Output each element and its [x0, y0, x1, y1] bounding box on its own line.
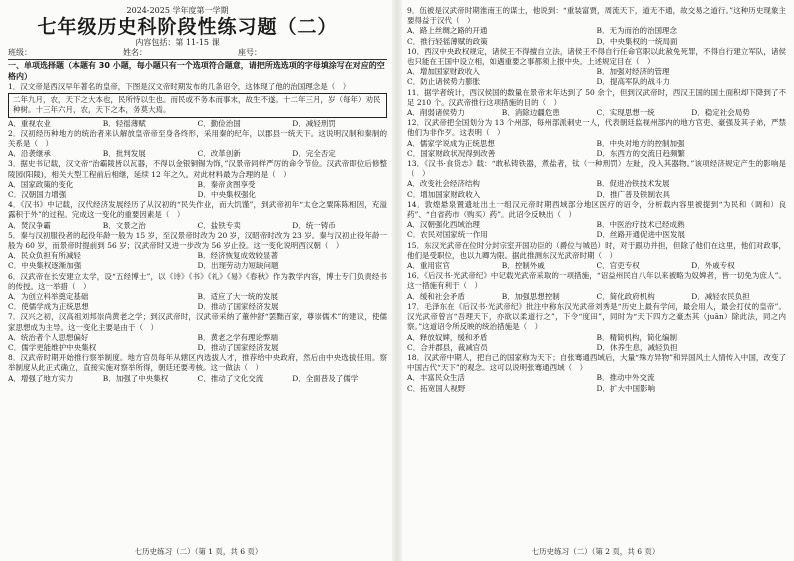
answer-options: [8, 221, 387, 231]
answer-option[interactable]: D．稳定社会局势: [691, 108, 750, 118]
answer-options: [8, 180, 387, 200]
answer-option[interactable]: A．重用宦官: [407, 261, 450, 271]
answer-options: [8, 119, 387, 129]
answer-option[interactable]: A．国家政策的变化: [8, 179, 74, 189]
answer-option[interactable]: A．增强了地方实力: [8, 373, 74, 383]
answer-option[interactable]: D．统一铸币: [292, 220, 336, 230]
answer-option[interactable]: D．减轻农民负担: [691, 291, 750, 301]
question-stem: 3．据史书记载，汉文帝“治霸陵皆以瓦器，不得以金银铜锡为饰，”汉景帝同样严厉的命令节俭。汉武帝即位后修整陵园(阳陵)，相关大型工程前后相继，延续 12 年之久。对此材料最为合理的是（ ）: [8, 159, 387, 179]
question-stem: 14．敦煌悬泉置遗址出土一组汉元帝时期西域部分地区医疗的诏令，分析载内容里被提到“为民和（调和）良药”、“自省药市（购买）药”。此诏令反映出（ ）: [407, 199, 786, 220]
answer-option[interactable]: B．中医治疗技术已经成熟: [596, 220, 685, 230]
answer-option[interactable]: D．中央集权的一统局面: [596, 36, 678, 46]
question-stem: 5．秦与汉初服役者的起役年龄一般为 15 岁，至汉景帝时改为 20 岁，汉昭帝时改为 23 岁。秦与汉初止役年龄一般为 60 岁，而景帝时提前到 56 岁；汉武帝时又进一步改为 56 岁止役。这一变化说明西汉朝（ ）: [8, 230, 387, 251]
answer-option[interactable]: C．儒学更能维护中央集权: [8, 343, 97, 353]
answer-option[interactable]: B．精简机构，简化编制: [596, 332, 678, 342]
answer-option[interactable]: A．增加国家财政收入: [407, 67, 480, 77]
answer-options: [407, 292, 786, 302]
answer-option[interactable]: D．东西方的交流日趋频繁: [596, 148, 686, 158]
answer-options: [407, 333, 786, 353]
question-stem: 9．伍被是汉武帝时期淮南王的谋士，他说到：“重装富贾，周流天下，道无不通，故交易之道行。”这种历史现象主要得益于汉代（ ）: [407, 6, 786, 26]
page-title: 七年级历史科阶段性练习题（二）: [37, 16, 338, 38]
answer-option[interactable]: C．防止诸侯势力膨胀: [407, 77, 481, 87]
answer-option[interactable]: D．出现劳动力短缺问题: [197, 261, 279, 271]
answer-option[interactable]: A．民众负担有所减轻: [8, 251, 81, 261]
school-year: 2024-2025 学年度第一学期: [126, 6, 229, 15]
answer-options: [8, 251, 387, 271]
question-stem: 8．汉武帝时期开始推行察举制度。地方官员每年从辖区内选拔人才，推荐给中央政府，然后由中央选拔任用。察举制度从此正式确立，直接实施对察举所得，朝廷还要考核。这一做法（ ）: [8, 353, 387, 373]
seat-field[interactable]: 座号：: [238, 48, 262, 57]
name-field[interactable]: 姓名：: [123, 48, 147, 57]
question-stem: 16．《后汉书·光武帝纪》中记载光武帝采取的一项措施，“诏益州民自八年以来被略为奴婢者，皆一切免为庶人”。这一措施有利于（ ）: [407, 271, 786, 291]
answer-option[interactable]: D．推广普及铁制农具: [596, 189, 671, 199]
answer-option[interactable]: A．改变社会经济结构: [407, 179, 480, 189]
answer-option[interactable]: A．重视农业: [8, 118, 51, 128]
page-footer-right: 七历史练习（二）（第 2 页，共 6 页）: [531, 547, 660, 556]
answer-options: [8, 374, 387, 384]
answer-option[interactable]: B．控制外戚: [501, 261, 545, 271]
answer-option[interactable]: A．缓和社会矛盾: [407, 291, 465, 301]
content-scope: 内容包括：第 11-15 课: [135, 38, 220, 47]
answer-option[interactable]: D．扩大中国影响: [596, 383, 656, 393]
answer-options: [407, 67, 786, 87]
section-heading: 一、单项选择题（本题有 30 小题，每小题只有一个选项符合题意，请把所选选项的字母填涂写在对应的空格内）: [8, 61, 385, 81]
question-stem: 4．《汉书》中记载，汉代经济发展经历了从汉初的“民失作业，而大饥馑”，到武帝初年“太仓之粟陈陈相因，充溢露积于外”的过程。完成这一变化的重要因素是（ ）: [8, 200, 387, 220]
answer-option[interactable]: D．提高军队的战斗力: [596, 77, 671, 87]
answer-options: [407, 139, 786, 159]
answer-option[interactable]: D．丝路开通促进中医发展: [596, 230, 686, 240]
answer-option[interactable]: B．轻徭薄赋: [102, 118, 146, 128]
answer-option[interactable]: D．休养生息，减轻负担: [596, 342, 678, 352]
answer-option[interactable]: B．促进冶铁技术发展: [596, 179, 670, 189]
answer-option[interactable]: C．官吏专权: [596, 261, 640, 271]
question-list-right: [407, 6, 786, 394]
answer-option[interactable]: D．减轻刑罚: [292, 118, 336, 128]
student-info: [8, 48, 387, 60]
answer-option[interactable]: B．加强思想控制: [501, 291, 560, 301]
answer-option[interactable]: B．消除边疆危患: [501, 108, 560, 118]
answer-options: [407, 179, 786, 199]
question-stem: 1．汉文帝是西汉早年著名的皇帝，下图是汉文帝时期发布的几条诏令，这体现了他的治国理念是（ ）: [8, 82, 351, 91]
answer-option[interactable]: D．全面普及了儒学: [292, 373, 359, 383]
question-stem: 12．汉武帝把全国划分为 13 个州部，每州部派刺史一人，代表朝廷监视州部内的地方官吏、豪强及其子弟，严禁他们为非作歹。这表明（ ）: [407, 118, 786, 138]
answer-option[interactable]: D．推动了国家经济发展: [197, 302, 279, 312]
answer-option[interactable]: D．中央集权强化: [197, 190, 257, 200]
answer-option[interactable]: A．释放奴婢，缓和矛盾: [407, 332, 488, 342]
answer-option[interactable]: C．增加国家财政收入: [407, 189, 481, 199]
answer-option[interactable]: C．简化政府机构: [596, 291, 655, 301]
answer-option[interactable]: C．实现思想一统: [596, 108, 655, 118]
answer-option[interactable]: B．批判发展: [102, 149, 146, 159]
answer-option[interactable]: A．儒家学说成为正统思想: [407, 138, 495, 148]
answer-option[interactable]: C．中央集权逐渐加强: [8, 261, 82, 271]
question-stem: 15．东汉光武帝在位时分封宗室开国功臣的（爵位与城邑）时，对于跟功并担，但除了他们在这里，他们对政事，他们是受职位，也以九卿为限。据此推测东汉光武帝时期（ ）: [407, 240, 786, 260]
answer-option[interactable]: B．中央对地方的控制加强: [596, 138, 685, 148]
source-quote-box: 二年九月，农，天下之大本也，民所恃以生也。而民或不务本而事末，故生不遂。十二年三月，岁（每年）劝民种树。十三年六月，农，天下之本，务莫大焉。: [8, 93, 387, 117]
question-stem: 11．据学者统计，西汉侯国的数量在景帝末年达到了 50 余个，但到汉武帝时，西汉王国的国土面积却下降到了不足 210 个。汉武帝推行这项措施的目的（ ）: [407, 87, 786, 107]
answer-option[interactable]: D．外戚专权: [691, 261, 735, 271]
question-stem: 7．汉兴之初，汉高祖刘邦崇尚黄老之学；到汉武帝时，汉武帝采纳了董仲舒“罢黜百家，尊崇儒术”的建议，使儒家思想成为主导。这一变化主要是由于（ ）: [8, 312, 387, 332]
answer-option[interactable]: B．文景之治: [102, 220, 146, 230]
page-footer-left: 七历史练习（二）（第 1 页，共 6 页）: [134, 547, 263, 556]
question-stem: 10．西汉中央政权规定，诸侯王不得擅自立法，诸侯王不得自行任命官职以此赦免死罪，不得自行建立军队，诸侯也只能在王国中设立相，如遇重要之事都须上报中央。上述规定目在（ ）: [407, 46, 786, 67]
answer-options: [407, 373, 786, 393]
answer-options: [8, 333, 387, 353]
answer-option[interactable]: A．沿袭继承: [8, 149, 51, 159]
answer-option[interactable]: A．汉朝强化西域治理: [407, 220, 480, 230]
answer-options: [8, 149, 387, 159]
question-stem: 18．汉武帝中期人，把自己的国家称为天下；自张骞通西域后，大量“殊方异物”和异国风土人情传入中国，改变了中国古代“天下”的观念。这可以说明张骞通西域（ ）: [407, 352, 786, 373]
answer-option[interactable]: B．黄老之学有理论弊端: [197, 332, 279, 342]
answer-option[interactable]: C．使儒学成为正统思想: [8, 302, 89, 312]
answer-option[interactable]: A．削弱诸侯势力: [407, 108, 465, 118]
answer-option[interactable]: A．为创立科举奠定基础: [8, 292, 89, 302]
answer-option[interactable]: B．经济恢复成效较显著: [197, 251, 279, 261]
answer-options: [407, 108, 786, 118]
answer-options: [407, 261, 786, 271]
answer-option[interactable]: C．国家财政状况得到改善: [407, 148, 496, 158]
question-stem: 6．汉武帝在长安建立太学，设“五经博士”，以《诗》《书》《礼》《易》《春秋》作为教学内容，博士专门负责经书的传授。这一举措（ ）: [8, 271, 387, 291]
answer-option[interactable]: C．推动了文化交流: [197, 373, 264, 383]
answer-option[interactable]: C．盐铁专卖: [197, 220, 241, 230]
answer-option[interactable]: A．统治者个人思想偏好: [8, 332, 89, 342]
answer-option[interactable]: D．推动了国家经济发展: [197, 343, 279, 353]
answer-option[interactable]: C．改革创新: [197, 149, 241, 159]
question-stem: 2．汉初经历种地方的统治者来认解放皇帝帝至身各终形，采用秦的纪年，以郡县一统天下。这说明汉制和秦制的关系是（ ）: [8, 128, 387, 149]
answer-options: [8, 292, 387, 312]
answer-option[interactable]: C．合并郡县，裁减官员: [407, 342, 488, 352]
answer-options: [407, 26, 786, 46]
page-right: [397, 0, 794, 561]
answer-options: [407, 220, 786, 240]
answer-option[interactable]: C．拓宽国人视野: [407, 383, 466, 393]
answer-option[interactable]: A．焚汉争霸: [8, 220, 51, 230]
answer-option[interactable]: B．秦帝贪图享受: [197, 179, 256, 189]
answer-option[interactable]: A．路上丝绸之路的开通: [407, 26, 488, 36]
answer-option[interactable]: B．加强了中央集权: [102, 373, 169, 383]
class-field[interactable]: 班级：: [8, 48, 32, 57]
question-stem: 13．《汉书·食货志》载：“敢私铸铁器，煮盐者，钛（一种刑罚）左趾，没入其器物。”该项经济规定产生的影响是（ ）: [407, 159, 786, 179]
answer-option[interactable]: B．适应了大一统的发展: [197, 292, 279, 302]
answer-option[interactable]: C．汉朝国力增强: [8, 190, 67, 200]
answer-option[interactable]: A．丰富民众生活: [407, 373, 465, 383]
answer-option[interactable]: C．勤俭治国: [197, 118, 241, 128]
answer-option[interactable]: B．无为而治的治国理念: [596, 26, 678, 36]
answer-option[interactable]: D．完全否定: [292, 149, 336, 159]
answer-option[interactable]: C．推行轻徭薄赋的政策: [407, 36, 488, 46]
question-list-left: [8, 82, 387, 384]
question-stem: 17．毛泽东在《后汉书·光武帝纪》批注中称东汉光武帝刘秀是“历史上最有学问，最会用人，最会打仗的皇帝”。汉光武帝曾言“吾理天下，亦欲以柔道行之”，下令“度田”，同时为“天下四方之豪杰其（juān）除此法，同之内察。”这道诏令所反映的统治措施是（ ）: [407, 301, 786, 332]
answer-option[interactable]: B．推动中外交流: [596, 373, 655, 383]
answer-option[interactable]: C．农民对国家统一作用: [407, 230, 488, 240]
answer-option[interactable]: B．加强对经济的管理: [596, 67, 670, 77]
